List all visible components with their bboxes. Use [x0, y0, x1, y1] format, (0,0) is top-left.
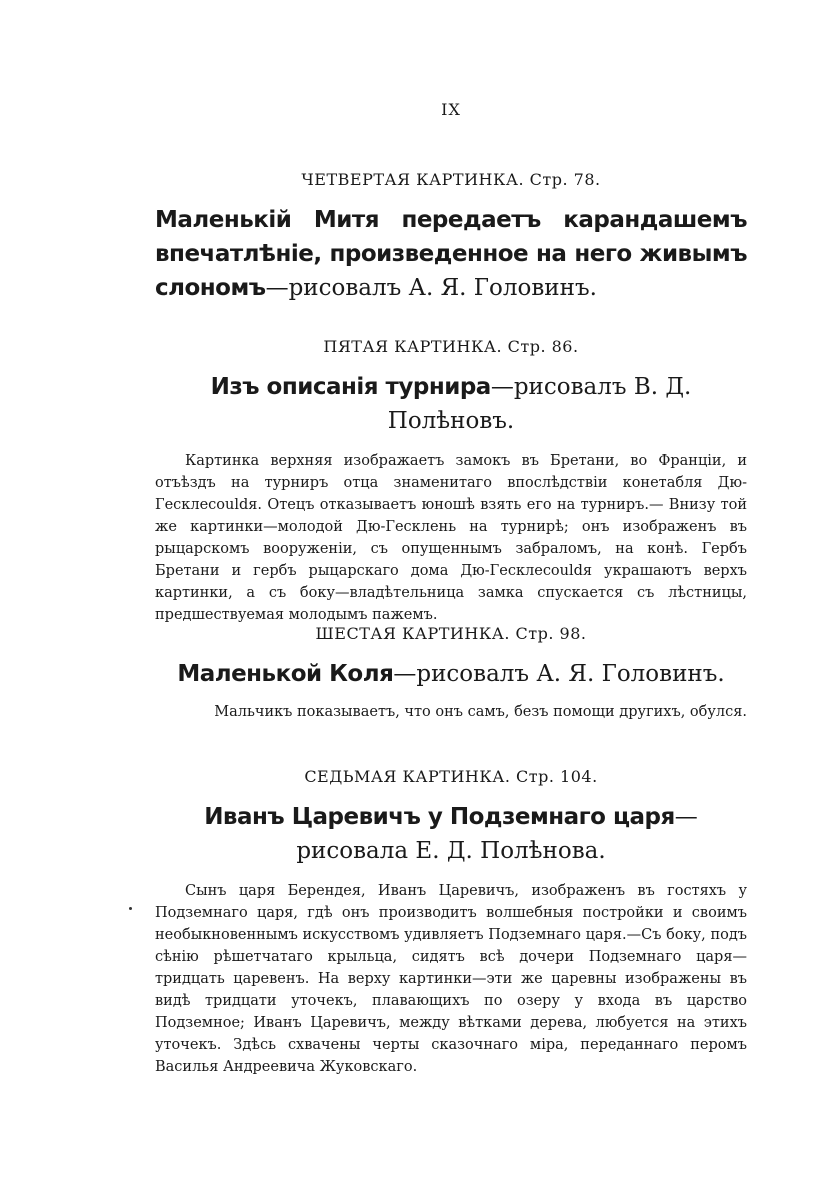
- picture-description: Мальчикъ показываетъ, что онъ самъ, безъ помощи другихъ, обулся.: [214, 704, 747, 720]
- picture-title-bold: Иванъ Царевичъ у Подземнаго царя: [204, 804, 675, 830]
- picture-description: Сынъ царя Берендея, Иванъ Царевичъ, изображенъ въ гостяхъ у Подземнаго царя, гдѣ онъ производитъ волшебныя постройки и своимъ необыкновеннымъ искусствомъ удивляетъ Подземнаго царя.—Съ боку, подъ сѣнію рѣшетчатаго крыльца, сидятъ всѣ дочери Подземнаго царя— тридцать царевенъ. На верху картинки—эти же царевны изображены въ видѣ тридцати уточекъ, плавающихъ по озеру у входа въ царство Подземное; Иванъ Царевичъ, между вѣтками дерева, любуется на этихъ уточекъ. Здѣсь схвачены черты сказочнаго міра, переданнаго перомъ Василья Андреевича Жуковскаго.: [155, 883, 747, 1075]
- picture-title-artist: —рисовала Е. Д. Полѣнова.: [296, 804, 698, 864]
- picture-title: [155, 203, 747, 305]
- picture-title-bold: Маленькій Митя передаетъ карандашемъ впечатлѣніе, произведенное на него живымъ слономъ: [155, 207, 747, 301]
- picture-title-bold: Изъ описанія турнира: [210, 374, 491, 400]
- picture-title-bold: Маленькой Коля: [177, 661, 394, 687]
- picture-description: Картинка верхняя изображаетъ замокъ въ Бретани, во Франціи, и отъѣздъ на турниръ отца знаменитаго впослѣдствіи конетабля Дю-Гесклеcouldя. Отецъ отказываетъ юношѣ взять его на турниръ.— Внизу той же картинки—молодой Дю-Гесклень на турнирѣ; онъ изображенъ въ рыцарскомъ вооруженіи, съ опущеннымъ забраломъ, на конѣ. Гербъ Бретани и гербъ рыцарскаго дома Дю-Гесклеcouldя украшаютъ верхъ картинки, а съ боку—владѣтельница замка спускается съ лѣстницы, предшествуемая молодымъ пажемъ.: [155, 453, 747, 623]
- section-fourth-picture: [155, 170, 747, 305]
- picture-title-artist: —рисовалъ А. Я. Головинъ.: [393, 661, 725, 687]
- picture-title: [155, 370, 747, 438]
- section-fifth-picture: [155, 337, 747, 626]
- section-heading: ПЯТАЯ КАРТИНКА. Стр. 86.: [323, 337, 579, 356]
- section-seventh-picture: [155, 767, 747, 1078]
- picture-title-artist: —рисовалъ В. Д. Полѣновъ.: [387, 374, 692, 434]
- picture-title-artist: —рисовалъ А. Я. Головинъ.: [265, 275, 597, 301]
- section-heading: СЕДЬМАЯ КАРТИНКА. Стр. 104.: [304, 767, 598, 786]
- section-sixth-picture: [155, 624, 747, 723]
- picture-title: [155, 657, 747, 691]
- print-speck: [129, 907, 132, 910]
- section-heading: ШЕСТАЯ КАРТИНКА. Стр. 98.: [315, 624, 587, 643]
- page-number: IX: [441, 100, 461, 119]
- picture-title: [155, 800, 747, 868]
- section-heading: ЧЕТВЕРТАЯ КАРТИНКА. Стр. 78.: [301, 170, 601, 189]
